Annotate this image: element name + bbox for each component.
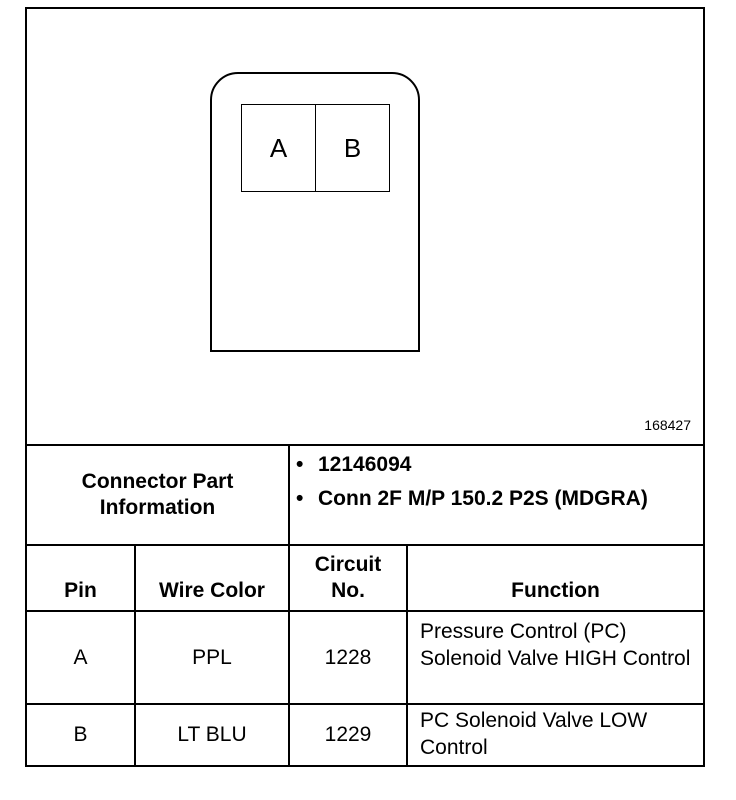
header-function: Function (511, 579, 600, 602)
header-pin: Pin (64, 579, 97, 602)
connector-part-number: • 12146094 (290, 452, 703, 478)
row-b-circuit: 1229 (324, 723, 372, 746)
connector-pin-b: B (315, 104, 390, 192)
connector-pin-a: A (241, 104, 316, 192)
connector-info-items (290, 452, 703, 544)
row-b-pin: B (73, 723, 88, 746)
row-b-wire-color: LT BLU (177, 723, 247, 746)
connector-diagram (27, 9, 703, 444)
figure-number: 168427 (644, 417, 691, 433)
connector-sheet (25, 7, 705, 767)
row-a-wire-color: PPL (192, 645, 232, 669)
row-a-circuit: 1228 (324, 645, 372, 669)
header-wire-color: Wire Color (159, 579, 265, 602)
row-b-function: PC Solenoid Valve LOW Control (420, 709, 648, 759)
connector-description: • Conn 2F M/P 150.2 P2S (MDGRA) (290, 486, 703, 512)
connector-info-label: Connector Part Information (81, 470, 234, 519)
row-a-pin: A (73, 645, 88, 669)
row-a-function: Pressure Control (PC) Solenoid Valve HIGH Control (420, 620, 691, 670)
header-circuit-no: Circuit No. (314, 553, 382, 602)
